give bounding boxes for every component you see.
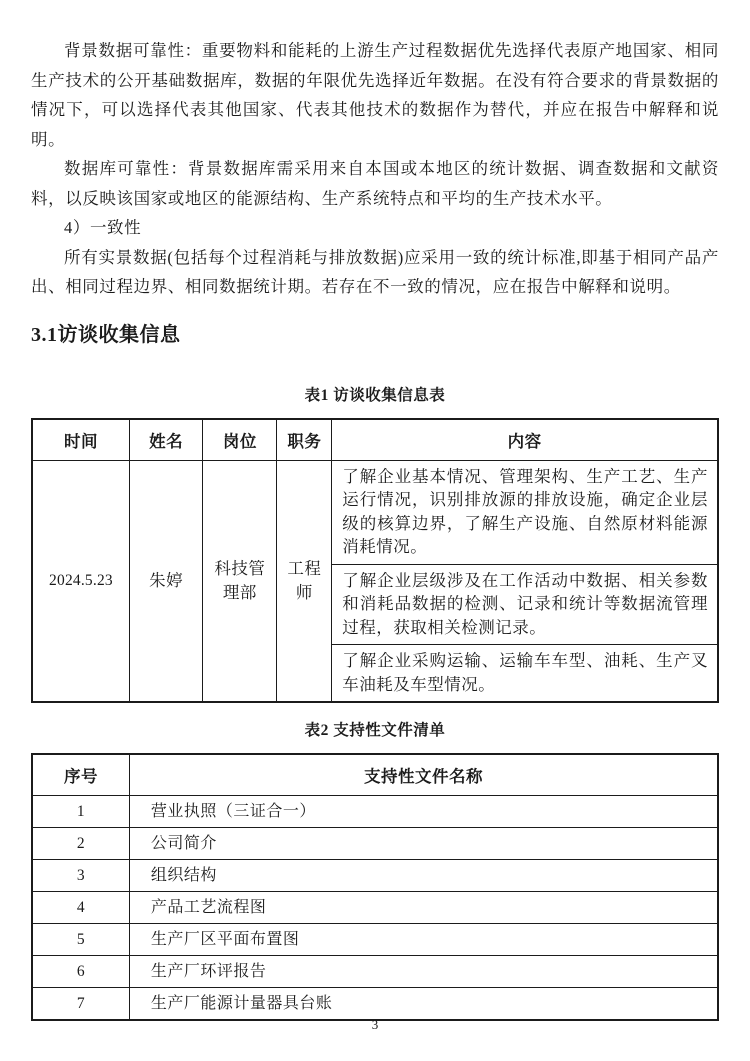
table2-cell-no: 2 xyxy=(32,828,129,860)
table1-cell-title: 工程师 xyxy=(277,460,332,702)
table2-cell-doc-name: 公司简介 xyxy=(129,828,718,860)
table-row xyxy=(32,892,718,924)
table-row xyxy=(32,860,718,892)
page-number: 3 xyxy=(371,1017,379,1032)
table1-header-row xyxy=(32,419,718,461)
table2-cell-no: 5 xyxy=(32,924,129,956)
table2-header-no: 序号 xyxy=(32,754,129,796)
table1-row xyxy=(32,460,718,564)
table1-header-title: 职务 xyxy=(277,419,332,461)
table1-header-name: 姓名 xyxy=(129,419,202,461)
table1-header-time: 时间 xyxy=(32,419,129,461)
table1-cell-date: 2024.5.23 xyxy=(32,460,129,702)
table2-caption: 表2 支持性文件清单 xyxy=(304,722,446,739)
table-row xyxy=(32,988,718,1021)
section-heading-interview-info: 3.1访谈收集信息 xyxy=(31,323,181,346)
table2-cell-no: 4 xyxy=(32,892,129,924)
table1-cell-content-2: 了解企业层级涉及在工作活动中数据、相关参数和消耗品数据的检测、记录和统计等数据流管理过程，获取相关检测记录。 xyxy=(332,564,718,645)
table2-cell-doc-name: 生产厂能源计量器具台账 xyxy=(129,988,718,1021)
table-row xyxy=(32,796,718,828)
table2-cell-doc-name: 营业执照（三证合一） xyxy=(129,796,718,828)
table2-cell-no: 6 xyxy=(32,956,129,988)
table2-cell-no: 3 xyxy=(32,860,129,892)
interview-info-table xyxy=(31,418,719,704)
paragraph-database-reliability: 数据库可靠性：背景数据库需采用来自本国或本地区的统计数据、调查数据和文献资料，以反映该国家或地区的能源结构、生产系统特点和平均的生产技术水平。 xyxy=(31,159,719,208)
table2-header-doc-name: 支持性文件名称 xyxy=(129,754,718,796)
paragraph-background-data-reliability: 背景数据可靠性：重要物料和能耗的上游生产过程数据优先选择代表原产地国家、相同生产技术的公开基础数据库，数据的年限优先选择近年数据。在没有符合要求的背景数据的情况下，可以选择代表其他国家、代表其他技术的数据作为替代，并应在报告中解释和说明。 xyxy=(31,41,719,149)
table1-cell-content-1: 了解企业基本情况、管理架构、生产工艺、生产运行情况，识别排放源的排放设施，确定企业层级的核算边界，了解生产设施、自然原材料能源消耗情况。 xyxy=(332,460,718,564)
table1-header-post: 岗位 xyxy=(203,419,277,461)
table2-cell-no: 7 xyxy=(32,988,129,1021)
table1-header-content: 内容 xyxy=(332,419,718,461)
table2-cell-doc-name: 产品工艺流程图 xyxy=(129,892,718,924)
table-row xyxy=(32,924,718,956)
paragraph-consistency-detail: 所有实景数据(包括每个过程消耗与排放数据)应采用一致的统计标准,即基于相同产品产出、相同过程边界、相同数据统计期。若存在不一致的情况，应在报告中解释和说明。 xyxy=(31,247,719,296)
table2-cell-doc-name: 组织结构 xyxy=(129,860,718,892)
table1-caption: 表1 访谈收集信息表 xyxy=(304,386,446,404)
table1-cell-department: 科技管理部 xyxy=(203,460,277,702)
table-row xyxy=(32,956,718,988)
supporting-documents-table xyxy=(31,753,719,1021)
table1-cell-content-3: 了解企业采购运输、运输车车型、油耗、生产叉车油耗及车型情况。 xyxy=(332,645,718,703)
table2-cell-no: 1 xyxy=(32,796,129,828)
table-row xyxy=(32,828,718,860)
paragraph-consistency-item: 4）一致性 xyxy=(64,218,142,237)
table2-header-row xyxy=(32,754,718,796)
table2-cell-doc-name: 生产厂区平面布置图 xyxy=(129,924,718,956)
table2-cell-doc-name: 生产厂环评报告 xyxy=(129,956,718,988)
table1-cell-name: 朱婷 xyxy=(129,460,202,702)
